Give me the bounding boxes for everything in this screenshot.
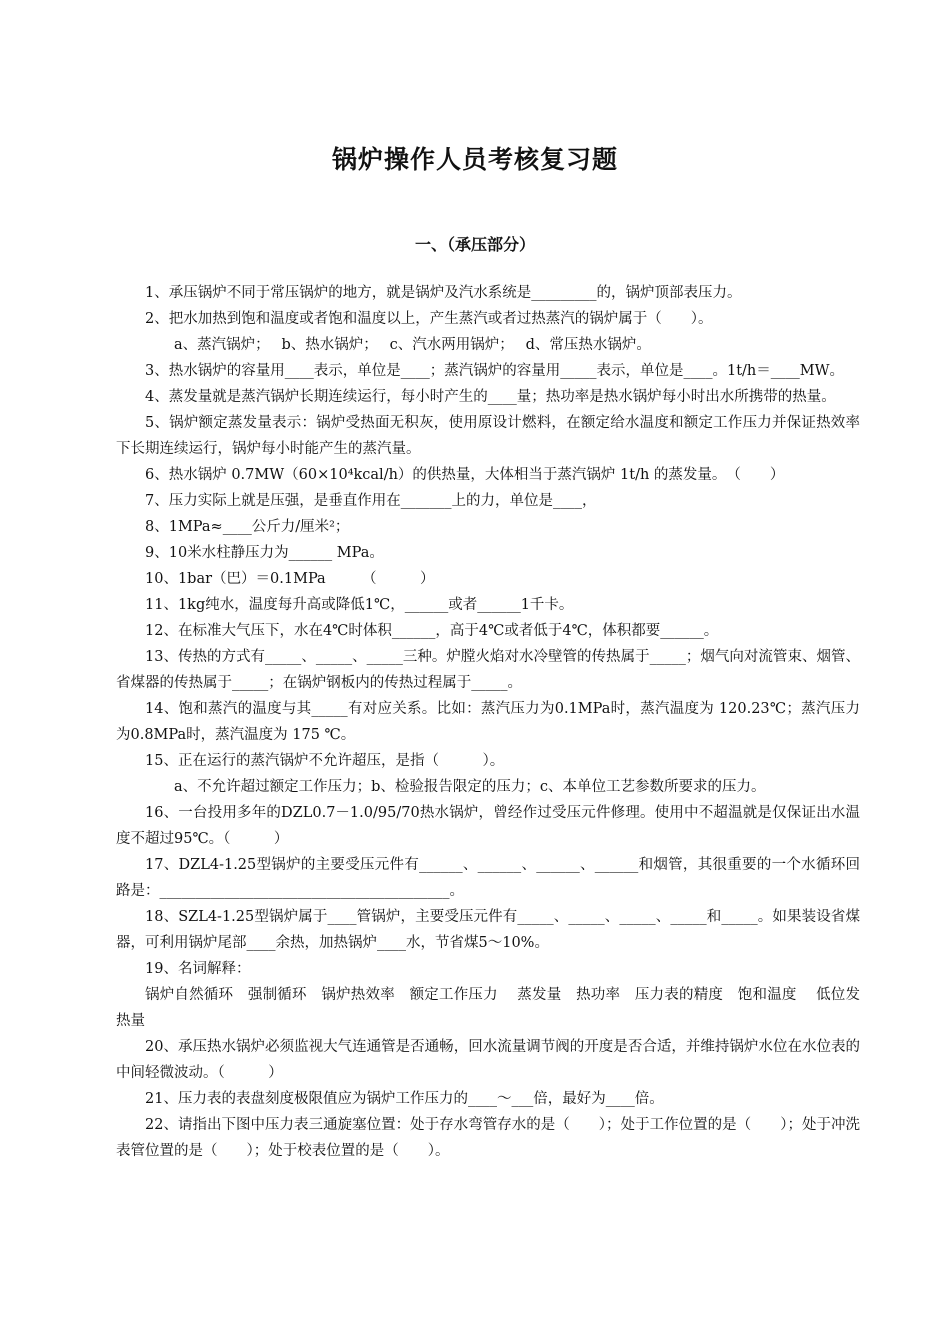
question-item: 2、把水加热到饱和温度或者饱和温度以上，产生蒸汽或者过热蒸汽的锅炉属于（ ）。	[145, 311, 713, 327]
question-options: a、不允许超过额定工作压力；b、检验报告限定的压力；c、本单位工艺参数所要求的压力。	[174, 779, 766, 795]
question-item: 7、压力实际上就是压强，是垂直作用在_______上的力，单位是____，	[145, 493, 597, 509]
question-item: 1、承压锅炉不同于常压锅炉的地方，就是锅炉及汽水系统是_________的，锅炉顶部表压力。	[145, 285, 742, 301]
question-item: 22、请指出下图中压力表三通旋塞位置：处于存水弯管存水的是（ ）；处于工作位置的是（ ）；处于冲洗表管位置的是（ ）；处于校表位置的是（ ）。	[116, 1117, 860, 1159]
question-item: 15、正在运行的蒸汽锅炉不允许超压，是指（ ）。	[145, 753, 505, 769]
question-list	[116, 280, 860, 1164]
question-item: 19、名词解释：	[145, 961, 251, 977]
question-item: 3、热水锅炉的容量用____表示，单位是____；蒸汽锅炉的容量用_____表示，单位是____。1t/h＝____MW。	[145, 363, 844, 379]
question-item: 11、1kg纯水，温度每升高或降低1℃，______或者______1千卡。	[145, 597, 574, 613]
question-item: 9、10米水柱静压力为______ MPa。	[145, 545, 384, 561]
question-item: 13、传热的方式有_____、_____、_____三种。炉膛火焰对水冷壁管的传热属于_____；烟气向对流管束、烟管、省煤器的传热属于_____；在锅炉钢板内的传热过程属于_____。	[116, 649, 860, 691]
question-item: 18、SZL4-1.25型锅炉属于____管锅炉，主要受压元件有_____、_____、_____、_____和_____。如果装设省煤器，可利用锅炉尾部____余热，加热锅炉____水，节省煤5～10%。	[116, 909, 860, 951]
question-item: 14、饱和蒸汽的温度与其_____有对应关系。比如：蒸汽压力为0.1MPa时，蒸汽温度为 120.23℃；蒸汽压力为0.8MPa时，蒸汽温度为 175 ℃。	[116, 701, 860, 743]
section-heading: 一、（承压部分）	[414, 235, 535, 254]
question-item: 12、在标准大气压下，水在4℃时体积______，高于4℃或者低于4℃，体积都要______。	[145, 623, 719, 639]
question-item: 4、蒸发量就是蒸汽锅炉长期连续运行，每小时产生的____量；热功率是热水锅炉每小时出水所携带的热量。	[145, 389, 836, 405]
question-item: 21、压力表的表盘刻度极限值应为锅炉工作压力的____～___倍，最好为____倍。	[145, 1091, 664, 1107]
question-item: 20、承压热水锅炉必须监视大气连通管是否通畅，回水流量调节阀的开度是否合适，并维持锅炉水位在水位表的中间轻微波动。（ ）	[116, 1039, 860, 1081]
question-item: 17、DZL4-1.25型锅炉的主要受压元件有______、______、______、______和烟管，其很重要的一个水循环回路是：________________________________________。	[116, 857, 860, 899]
question-item: 8、1MPa≈____公斤力/厘米²；	[145, 519, 350, 535]
document-title: 锅炉操作人员考核复习题	[331, 145, 618, 174]
question-item: 16、一台投用多年的DZL0.7－1.0/95/70热水锅炉，曾经作过受压元件修理。使用中不超温就是仅保证出水温度不超过95℃。（ ）	[116, 805, 860, 847]
question-item: 5、锅炉额定蒸发量表示：锅炉受热面无积灰，使用原设计燃料，在额定给水温度和额定工作压力并保证热效率下长期连续运行，锅炉每小时能产生的蒸汽量。	[116, 415, 860, 457]
question-item: 6、热水锅炉 0.7MW（60×10⁴kcal/h）的供热量，大体相当于蒸汽锅炉 1t/h 的蒸发量。 （ ）	[145, 467, 785, 483]
question-item: 10、1bar（巴）＝0.1MPa （ ）	[145, 571, 435, 587]
question-options: a、蒸汽锅炉； b、热水锅炉； c、汽水两用锅炉； d、常压热水锅炉。	[174, 337, 651, 353]
term-list: 锅炉自然循环 强制循环 锅炉热效率 额定工作压力 蒸发量 热功率 压力表的精度 饱和温度 低位发热量	[116, 987, 860, 1029]
